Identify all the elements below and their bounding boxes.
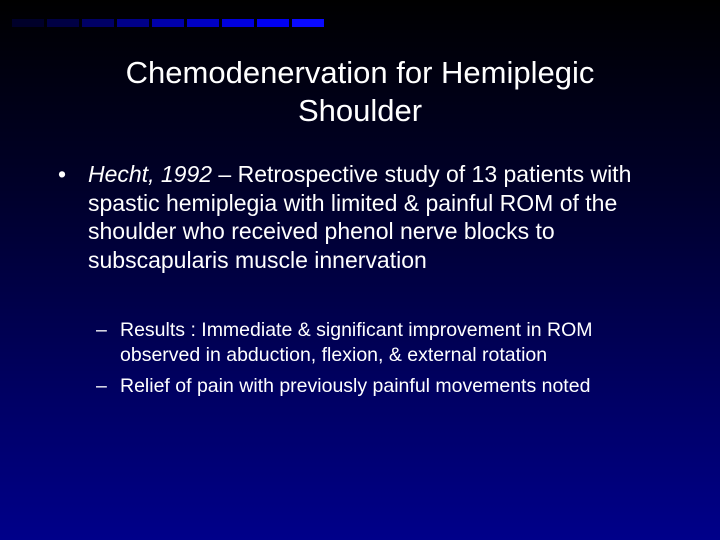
- decorative-bar-segment: [82, 19, 114, 27]
- sub-bullet-text: Relief of pain with previously painful movements noted: [120, 375, 591, 397]
- citation: Hecht, 1992: [88, 161, 213, 187]
- sub-bullet-pain-relief: [96, 374, 656, 399]
- decorative-bar-segment: [12, 19, 44, 27]
- main-bullet: [58, 160, 662, 274]
- decorative-bar-segment: [222, 19, 254, 27]
- sub-bullet-list: [96, 318, 656, 405]
- decorative-bar-segment: [257, 19, 289, 27]
- decorative-bar-segment: [117, 19, 149, 27]
- decorative-bar-segment: [47, 19, 79, 27]
- decorative-bar-segment: [152, 19, 184, 27]
- slide-title-line-1: Chemodenervation for Hemiplegic: [125, 55, 595, 90]
- decorative-header-bar: [12, 19, 324, 27]
- sub-bullet-marker: –: [96, 319, 107, 341]
- sub-bullet-text: Results : Immediate & significant improvement in ROM observed in abduction, flexion, & external rotation: [120, 319, 593, 366]
- decorative-bar-segment: [292, 19, 324, 27]
- main-bullet-text: – Retrospective study of 13 patients with spastic hemiplegia with limited & painful ROM of the shoulder who received phenol nerve blocks to subscapularis muscle innervation: [88, 161, 632, 273]
- bullet-marker: •: [58, 161, 67, 187]
- sub-bullet-results: [96, 318, 656, 368]
- slide-title-line-2: Shoulder: [297, 93, 423, 128]
- sub-bullet-marker: –: [96, 375, 107, 397]
- decorative-bar-segment: [187, 19, 219, 27]
- slide-title: [40, 54, 680, 130]
